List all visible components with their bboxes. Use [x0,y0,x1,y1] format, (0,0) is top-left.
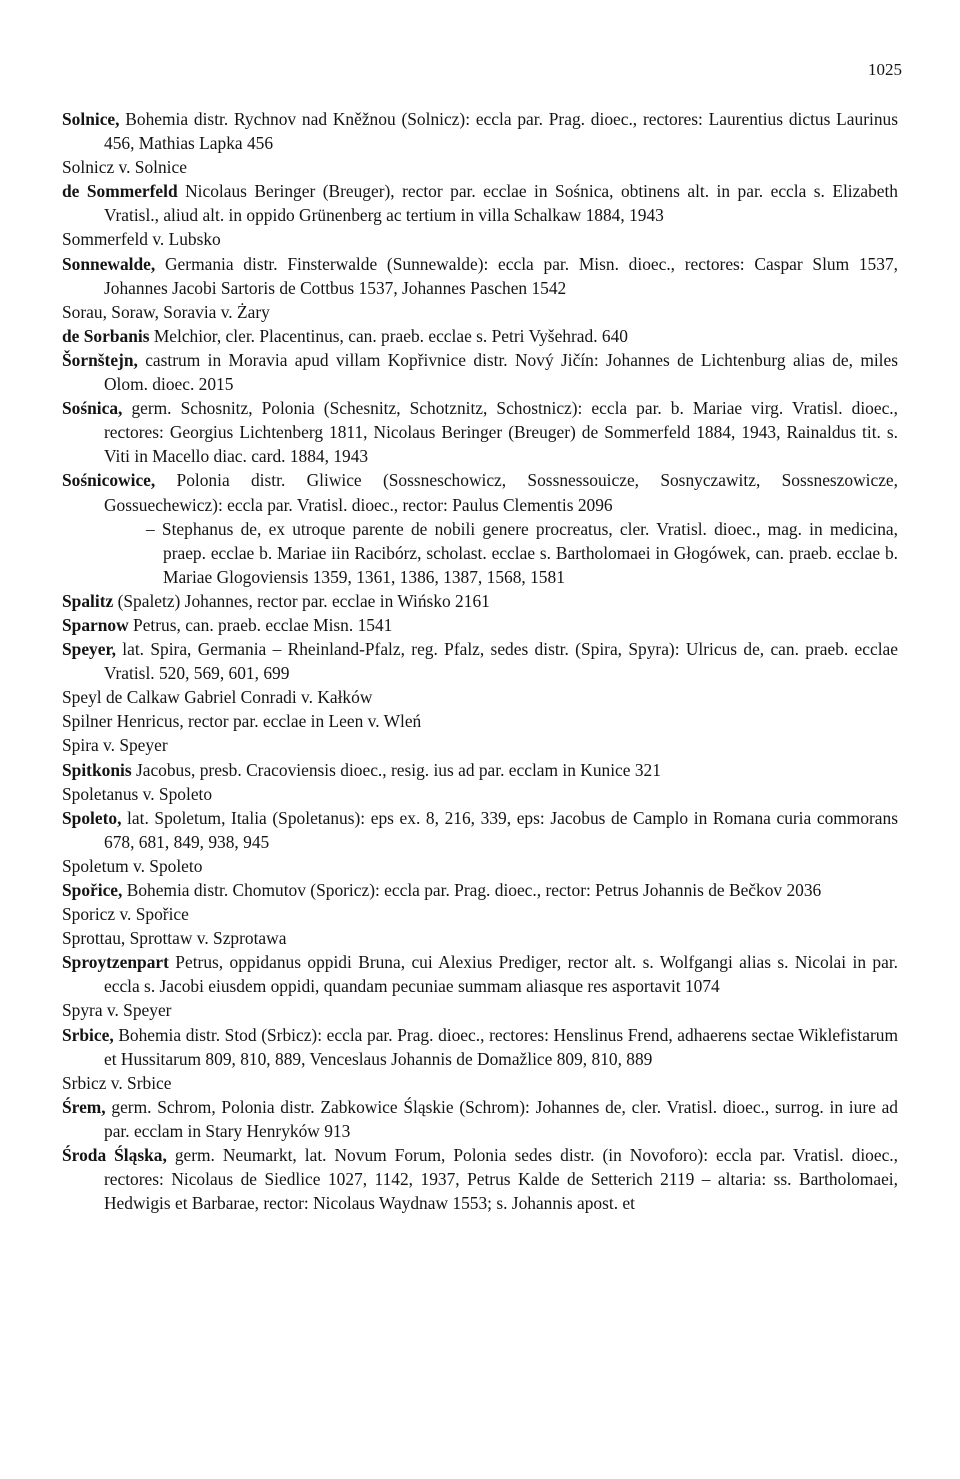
entry-headword: Spořice, [62,880,123,900]
entry-text: germ. Schosnitz, Polonia (Schesnitz, Schotznitz, Schostnicz): eccla par. b. Mariae virg. Vratisl. dioec., rectores: Georgius Lichtenberg 1811, Nicolaus Beringer (Breuger) de Sommerfeld 1884, 1943, Rainaldus tit. s. Viti in Macello diac. card. 1884, 1943 [104,398,898,467]
index-entry [62,155,898,179]
entry-headword: Spoleto, [62,807,122,828]
index-entry [62,1143,898,1215]
entry-text: castrum in Moravia apud villam Kopřivnice distr. Nový Jičín: Johannes de Lichtenburg alias de, miles Olom. dioec. 2015 [104,349,898,395]
index-entry [62,902,898,926]
entry-text: Spyra v. Speyer [62,1000,172,1021]
index-entry [62,589,898,613]
entry-headword: Sonnewalde, [62,253,156,274]
index-entry [62,998,898,1022]
entry-headword: Spalitz [62,590,114,611]
entry-text: Spira v. Speyer [62,735,168,756]
index-column [62,107,898,1215]
entry-text: Petrus, oppidanus oppidi Bruna, cui Alexius Prediger, rector alt. s. Wolfgangi alias s. Nicolai in par. eccla s. Jacobi eiusdem oppidi, quandam pecuniae summam aliasque res asportavit 1074 [104,952,898,997]
index-entry [62,1095,898,1143]
entry-text: Polonia distr. Gliwice (Sossneschowicz, Sossnessouicze, Sosnyczawitz, Sossneszowicze, Gossuechewicz): eccla par. Vratisl. dioec., rector: Paulus Clementis 2096 [104,470,898,515]
entry-text: Spilner Henricus, rector par. ecclae in Leen v. Wleń [62,711,422,732]
index-entry [62,854,898,878]
entry-text: Melchior, cler. Placentinus, can. praeb. ecclae s. Petri Vyšehrad. 640 [149,325,628,346]
entry-text: Germania distr. Finsterwalde (Sunnewalde): eccla par. Misn. dioec., rectores: Caspar Slum 1537, Johannes Jacobi Sartoris de Cottbus 1537, Johannes Paschen 1542 [104,253,898,298]
index-entry [62,468,898,516]
index-entry [62,300,898,324]
index-entry [62,252,898,300]
entry-text: germ. Neumarkt, lat. Novum Forum, Polonia sedes distr. (in Novoforo): eccla par. Vratisl. dioec., rectores: Nicolaus de Siedlice 1027, 1142, 1937, Petrus Kalde de Setterich 2119 – altaria: ss. Bartholomaei, Hedwigis et Barbarae, rector: Nicolaus Waydnaw 1553; s. Johannis apost. et [104,1145,898,1214]
index-entry [62,637,898,685]
entry-headword: de Sorbanis [62,325,150,346]
entry-headword: Śrem, [62,1096,106,1117]
index-entry [62,396,898,468]
index-entry [62,1023,898,1071]
entry-text: Sprottau, Sprottaw v. Szprotawa [62,928,287,949]
entry-text: Nicolaus Beringer (Breuger), rector par. ecclae in Sośnica, obtinens alt. in par. eccla s. Elizabeth Vratisl., aliud alt. in oppido Grünenberg ac tertium in villa Schalkaw 1884, 1943 [104,181,899,226]
entry-headword: Speyer, [62,639,116,660]
entry-text: Speyl de Calkaw Gabriel Conradi v. Kałków [62,687,373,708]
entry-text: Bohemia distr. Stod (Srbicz): eccla par. Prag. dioec., rectores: Henslinus Frend, adhaerens sectae Wiklefistarum et Hussitarum 809, 810, 889, Venceslaus Johannis de Domažlice 809, 810, 889 [104,1024,898,1069]
entry-text: lat. Spira, Germania – Rheinland-Pfalz, reg. Pfalz, sedes distr. (Spira, Spyra): Ulricus de, can. praeb. ecclae Vratisl. 520, 569, 601, 699 [104,639,898,684]
entry-text: Petrus, can. praeb. ecclae Misn. 1541 [128,614,393,635]
index-entry [62,733,898,757]
index-entry [62,758,898,782]
entry-text: Spoletanus v. Spoleto [62,783,213,804]
index-entry [62,613,898,637]
index-entry [62,950,898,998]
entry-headword: Šornštejn, [62,349,138,370]
entry-text: Sommerfeld v. Lubsko [62,229,221,250]
entry-text: Sporicz v. Spořice [62,904,189,925]
entry-headword: Sparnow [62,614,129,635]
index-entry [62,179,898,227]
index-subentry [104,517,898,589]
index-entry [62,324,898,348]
index-entry [62,107,898,155]
entry-text: Spoletum v. Spoleto [62,855,203,876]
entry-headword: Srbice, [62,1024,114,1045]
entry-headword: Sośnicowice, [62,470,156,491]
entry-headword: Sproytzenpart [62,952,169,973]
index-entry [62,685,898,709]
entry-headword: Spitkonis [62,759,132,780]
index-entry [62,782,898,806]
index-entry [62,926,898,950]
index-entry [62,806,898,854]
entry-text: lat. Spoletum, Italia (Spoletanus): eps ex. 8, 216, 339, eps: Jacobus de Camplo in Romana curia commorans 678, 681, 849, 938, 945 [104,807,898,852]
entry-headword: Solnice, [62,109,120,129]
entry-text: Jacobus, presb. Cracoviensis dioec., resig. ius ad par. ecclam in Kunice 321 [131,759,661,780]
entry-text: – Stephanus de, ex utroque parente de nobili genere procreatus, cler. Vratisl. dioec., mag. in medicina, praep. ecclae b. Mariae iin Racibórz, scholast. ecclae s. Bartholomaei in Głogówek, can. praeb. ecclae b. Mariae Glogoviensis 1359, 1361, 1386, 1387, 1568, 1581 [146,518,898,587]
entry-text: Solnicz v. Solnice [62,157,187,178]
entry-text: (Spaletz) Johannes, rector par. ecclae in Wińsko 2161 [113,590,490,611]
index-entry [62,227,898,251]
index-entry [62,709,898,733]
entry-text: germ. Schrom, Polonia distr. Zabkowice Śląskie (Schrom): Johannes de, cler. Vratisl. dioec., surrog. in iure ad par. ecclam in Stary Henryków 913 [104,1096,898,1141]
entry-text: Bohemia distr. Chomutov (Sporicz): eccla par. Prag. dioec., rector: Petrus Johannis de Bečkov 2036 [122,880,822,900]
entry-headword: de Sommerfeld [62,181,178,202]
entry-text: Bohemia distr. Rychnov nad Kněžnou (Solnicz): eccla par. Prag. dioec., rectores: Laurentius dictus Laurinus 456, Mathias Lapka 456 [104,109,898,154]
index-entry [62,878,898,902]
index-entry [62,348,898,396]
entry-headword: Środa Śląska, [62,1145,167,1166]
entry-text: Srbicz v. Srbice [62,1072,172,1093]
page-number: 1025 [868,60,902,79]
entry-headword: Sośnica, [62,398,123,419]
index-entry [62,1071,898,1095]
entry-text: Sorau, Soraw, Soravia v. Żary [62,301,270,322]
